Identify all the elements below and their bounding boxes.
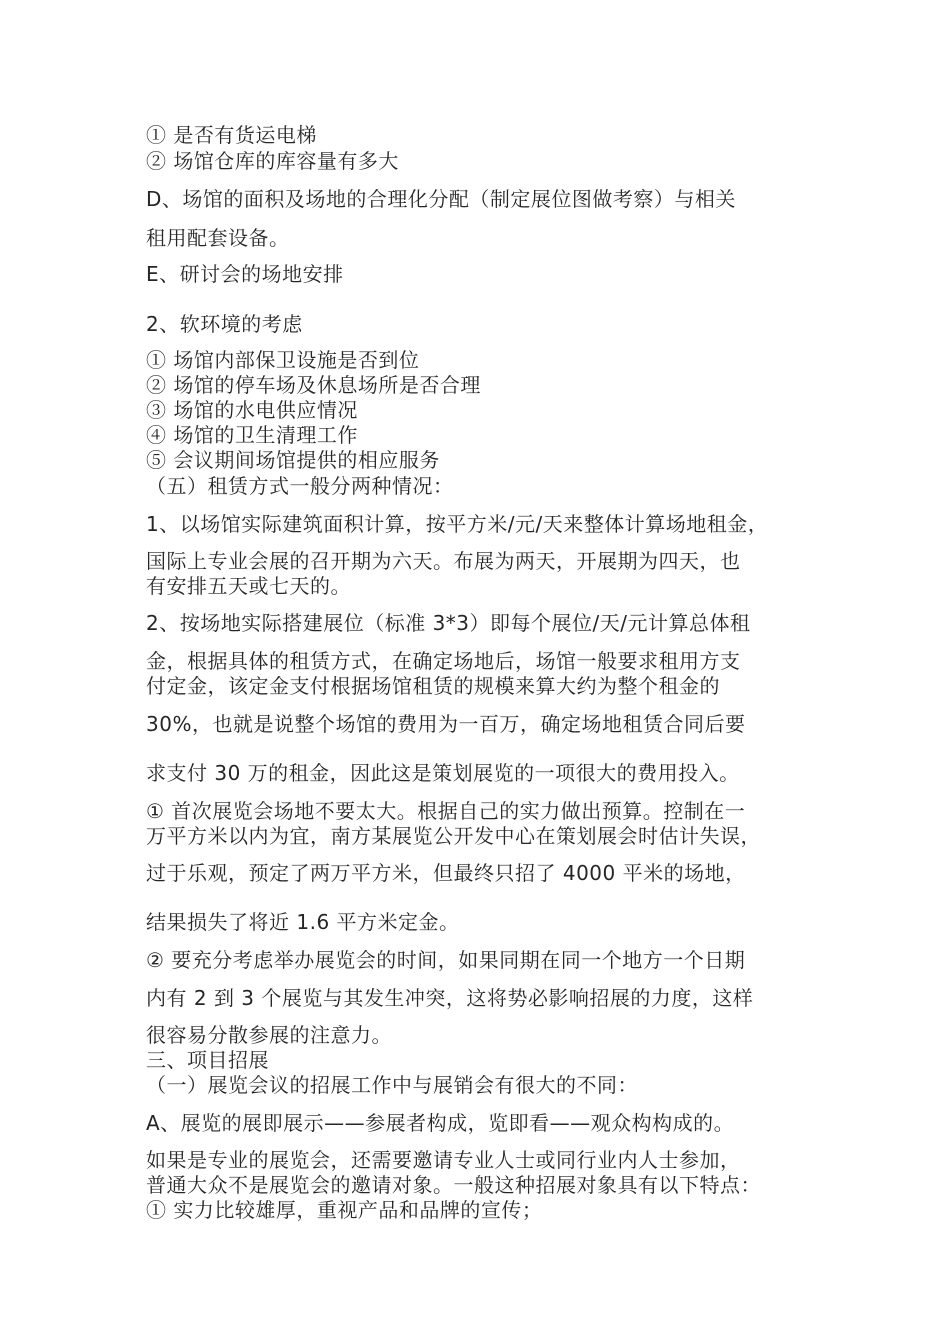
paragraph-line-a: A、展览的展即展示——参展者构成，览即看——观众构构成的。 bbox=[146, 1111, 735, 1135]
paragraph-line-method-2-cont3: 30%，也就是说整个场馆的费用为一百万，确定场地租赁合同后要 bbox=[146, 712, 746, 736]
paragraph-line-professional: 如果是专业的展览会，还需要邀请专业人士或同行业内人士参加， bbox=[146, 1148, 741, 1172]
list-item-venue-size-cont3: 结果损失了将近 1.6 平方米定金。 bbox=[146, 910, 460, 934]
list-item-venue-size: ① 首次展览会场地不要太大。根据自己的实力做出预算。控制在一 bbox=[146, 799, 746, 823]
list-item-warehouse-capacity: ② 场馆仓库的库容量有多大 bbox=[146, 149, 399, 173]
list-item-timing-cont2: 很容易分散参展的注意力。 bbox=[146, 1023, 392, 1047]
paragraph-line-method-2: 2、按场地实际搭建展位（标准 3*3）即每个展位/天/元计算总体租 bbox=[146, 611, 751, 635]
list-item-timing-cont1: 内有 2 到 3 个展览与其发生冲突，这将势必影响招展的力度，这样 bbox=[146, 986, 754, 1010]
paragraph-line-method-2-cont4: 求支付 30 万的租金，因此这是策划展览的一项很大的费用投入。 bbox=[146, 761, 740, 785]
list-item-security: ① 场馆内部保卫设施是否到位 bbox=[146, 348, 420, 372]
section-heading-rental-methods: （五）租赁方式一般分两种情况： bbox=[146, 474, 454, 498]
list-item-venue-size-cont2: 过于乐观，预定了两万平方米，但最终只招了 4000 平米的场地， bbox=[146, 861, 746, 885]
list-item-freight-elevator: ① 是否有货运电梯 bbox=[146, 123, 317, 147]
paragraph-line-professional-cont: 普通大众不是展览会的邀请对象。一般这种招展对象具有以下特点： bbox=[146, 1173, 761, 1197]
paragraph-line-d-cont: 租用配套设备。 bbox=[146, 226, 290, 250]
list-item-venue-size-cont1: 万平方米以内为宜，南方某展览公开发中心在策划展会时估计失误， bbox=[146, 824, 761, 848]
list-item-parking: ② 场馆的停车场及休息场所是否合理 bbox=[146, 373, 481, 397]
list-item-strength: ① 实力比较雄厚，重视产品和品牌的宣传； bbox=[146, 1198, 543, 1222]
paragraph-line-method-2-cont1: 金，根据具体的租赁方式，在确定场地后，场馆一般要求租用方支 bbox=[146, 649, 741, 673]
paragraph-line-method-2-cont2: 付定金，该定金支付根据场馆租赁的规模来算大约为整个租金的 bbox=[146, 674, 720, 698]
paragraph-line-e: E、研讨会的场地安排 bbox=[146, 262, 344, 286]
paragraph-line-method-1-cont1: 国际上专业会展的召开期为六天。布展为两天，开展期为四天，也 bbox=[146, 549, 741, 573]
section-heading-soft-environment: 2、软环境的考虑 bbox=[146, 312, 303, 336]
list-item-timing: ② 要充分考虑举办展览会的时间，如果同期在同一个地方一个日期 bbox=[146, 948, 746, 972]
list-item-services: ⑤ 会议期间场馆提供的相应服务 bbox=[146, 448, 440, 472]
paragraph-line-method-1: 1、以场馆实际建筑面积计算，按平方米/元/天来整体计算场地租金， bbox=[146, 512, 769, 536]
list-item-cleaning: ④ 场馆的卫生清理工作 bbox=[146, 423, 358, 447]
list-item-utilities: ③ 场馆的水电供应情况 bbox=[146, 398, 358, 422]
subsection-heading-differences: （一）展览会议的招展工作中与展销会有很大的不同： bbox=[146, 1073, 638, 1097]
section-heading-recruitment: 三、项目招展 bbox=[146, 1048, 269, 1072]
paragraph-line-d: D、场馆的面积及场地的合理化分配（制定展位图做考察）与相关 bbox=[146, 187, 736, 211]
paragraph-line-method-1-cont2: 有安排五天或七天的。 bbox=[146, 574, 351, 598]
